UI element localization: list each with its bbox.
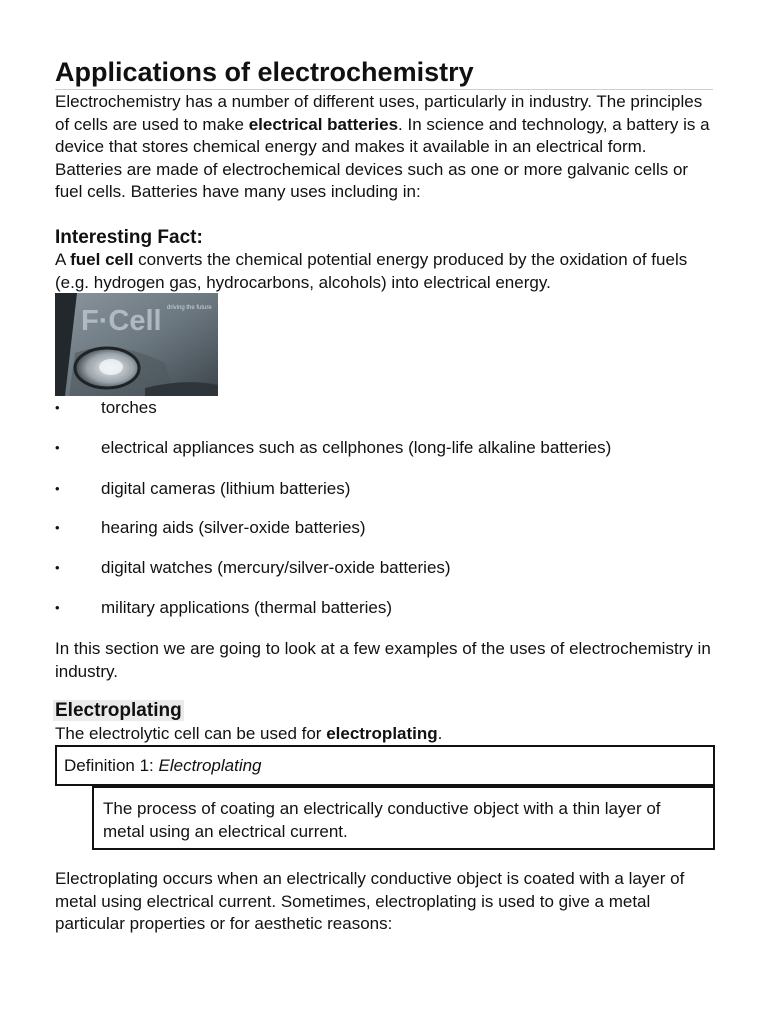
- definition-header-box: [55, 745, 715, 786]
- car-illustration: [55, 293, 218, 396]
- fact-body: converts the chemical potential energy produced by the oxidation of fuels (e.g. hydrogen gas, hydrocarbons, alcohols) into electrical energy.: [55, 250, 688, 292]
- electroplating-bold-term: electroplating: [326, 724, 438, 743]
- intro-paragraph: [55, 91, 715, 204]
- bullet-marker: •: [55, 440, 60, 455]
- electroplating-intro-line: [55, 723, 715, 746]
- definition-text: The process of coating an electrically conductive object with a thin layer of metal using an electrical current.: [103, 799, 661, 841]
- intro-text-2: . In science and technology, a battery is a device that stores chemical energy and makes it available in an electrical form. Batteries are made of electrochemical devices such as one or more galvanic cells or fuel cells. Batteries have many uses including in:: [55, 114, 710, 201]
- photo-tagline: driving the future: [167, 305, 212, 311]
- interesting-fact-text: [55, 249, 715, 294]
- bullet-marker: •: [55, 520, 60, 535]
- electroplating-heading: [55, 699, 184, 723]
- electroplating-heading-text: Electroplating: [55, 700, 182, 721]
- electroplating-closing-paragraph: Electroplating occurs when an electrically conductive object is coated with a layer of metal using electrical current. Sometimes, electroplating is used to give a metal particular properties or for aesthetic reasons:: [55, 869, 685, 933]
- fact-bold-term: fuel cell: [70, 250, 134, 269]
- definition-content-box: [92, 786, 715, 850]
- interesting-fact-heading: Interesting Fact:: [55, 227, 203, 248]
- definition-header: [64, 747, 262, 784]
- list-item-text: hearing aids (silver-oxide batteries): [101, 518, 366, 537]
- fact-prefix: A: [55, 250, 71, 269]
- list-item-text: electrical appliances such as cellphones (long-life alkaline batteries): [101, 438, 612, 457]
- page-title: Applications of electrochemistry: [55, 56, 713, 90]
- photo-logo-text: F·Cell: [81, 305, 162, 337]
- intro-text-1: Electrochemistry has a number of different uses, particularly in industry. The principles of cells are used to make: [55, 92, 703, 134]
- bullet-marker: •: [55, 400, 60, 415]
- section-intro-paragraph: In this section we are going to look at a few examples of the uses of electrochemistry in industry.: [55, 639, 711, 681]
- bullet-marker: •: [55, 481, 60, 496]
- definition-label: Definition 1:: [64, 756, 159, 775]
- fuel-cell-car-photo: [55, 293, 218, 396]
- list-item-text: torches: [101, 398, 157, 417]
- electroplating-line-suffix: .: [437, 724, 443, 743]
- definition-term: Electroplating: [158, 756, 262, 775]
- electroplating-line-prefix: The electrolytic cell can be used for: [55, 724, 327, 743]
- list-item-text: digital cameras (lithium batteries): [101, 479, 351, 498]
- bullet-marker: •: [55, 560, 60, 575]
- intro-bold-term: electrical batteries: [248, 114, 399, 134]
- list-item-text: military applications (thermal batteries): [101, 598, 392, 617]
- list-item-text: digital watches (mercury/silver-oxide batteries): [101, 558, 451, 577]
- bullet-marker: •: [55, 600, 60, 615]
